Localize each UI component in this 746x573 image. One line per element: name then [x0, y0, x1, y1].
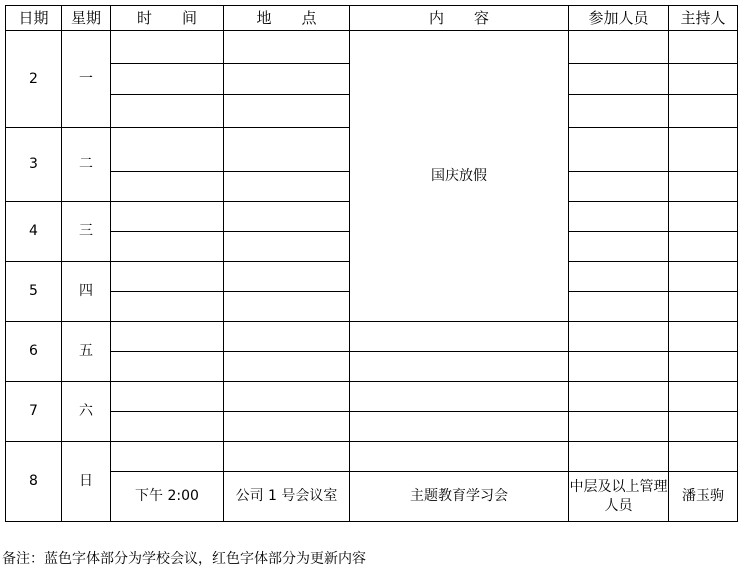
time-cell	[111, 172, 224, 202]
participants-cell	[569, 232, 669, 262]
date-cell: 5	[6, 262, 62, 322]
weekday-cell: 五	[62, 322, 111, 382]
weekday-cell: 四	[62, 262, 111, 322]
header-date: 日期	[6, 6, 62, 31]
host-cell	[669, 31, 738, 64]
host-cell	[669, 412, 738, 442]
time-cell	[111, 262, 224, 292]
time-cell	[111, 292, 224, 322]
content-cell	[350, 352, 569, 382]
header-host: 主持人	[669, 6, 738, 31]
host-cell	[669, 202, 738, 232]
time-cell	[111, 64, 224, 95]
host-cell	[669, 322, 738, 352]
weekday-cell: 一	[62, 31, 111, 128]
time-cell	[111, 412, 224, 442]
content-cell	[350, 412, 569, 442]
table-row	[6, 442, 738, 472]
place-cell	[224, 232, 350, 262]
place-cell	[224, 322, 350, 352]
participants-cell	[569, 202, 669, 232]
participants-cell	[569, 95, 669, 128]
participants-cell	[569, 412, 669, 442]
date-cell: 2	[6, 31, 62, 128]
content-cell	[350, 442, 569, 472]
time-cell	[111, 31, 224, 64]
place-cell	[224, 292, 350, 322]
participants-cell	[569, 31, 669, 64]
header-content: 内 容	[350, 6, 569, 31]
header-time: 时 间	[111, 6, 224, 31]
place-cell	[224, 382, 350, 412]
date-cell: 6	[6, 322, 62, 382]
table-row	[6, 31, 738, 64]
date-cell: 3	[6, 128, 62, 202]
event-content: 主题教育学习会	[350, 472, 569, 522]
host-cell	[669, 292, 738, 322]
header-participants: 参加人员	[569, 6, 669, 31]
host-cell	[669, 232, 738, 262]
participants-cell	[569, 352, 669, 382]
weekday-cell: 二	[62, 128, 111, 202]
place-cell	[224, 64, 350, 95]
host-cell	[669, 262, 738, 292]
time-cell	[111, 232, 224, 262]
place-cell	[224, 172, 350, 202]
content-cell	[350, 382, 569, 412]
remark-note: 备注：蓝色字体部分为学校会议，红色字体部分为更新内容	[2, 551, 366, 567]
table-row	[6, 412, 738, 442]
event-row	[6, 472, 738, 522]
participants-cell	[569, 442, 669, 472]
time-cell	[111, 352, 224, 382]
event-host: 潘玉驹	[669, 472, 738, 522]
date-cell: 8	[6, 442, 62, 522]
host-cell	[669, 352, 738, 382]
weekday-cell: 六	[62, 382, 111, 442]
weekday-cell: 日	[62, 442, 111, 522]
table-row	[6, 382, 738, 412]
header-row	[6, 6, 738, 31]
host-cell	[669, 95, 738, 128]
place-cell	[224, 262, 350, 292]
time-cell	[111, 128, 224, 172]
event-participants: 中层及以上管理人员	[569, 472, 669, 522]
participants-cell	[569, 128, 669, 172]
table-row	[6, 322, 738, 352]
holiday-cell: 国庆放假	[350, 31, 569, 322]
table-row	[6, 352, 738, 382]
participants-cell	[569, 172, 669, 202]
place-cell	[224, 95, 350, 128]
header-weekday: 星期	[62, 6, 111, 31]
host-cell	[669, 128, 738, 172]
place-cell	[224, 442, 350, 472]
time-cell	[111, 382, 224, 412]
place-cell	[224, 31, 350, 64]
host-cell	[669, 64, 738, 95]
content-cell	[350, 322, 569, 352]
event-place: 公司 1 号会议室	[224, 472, 350, 522]
host-cell	[669, 442, 738, 472]
place-cell	[224, 202, 350, 232]
host-cell	[669, 172, 738, 202]
participants-cell	[569, 64, 669, 95]
place-cell	[224, 128, 350, 172]
time-cell	[111, 322, 224, 352]
participants-cell	[569, 262, 669, 292]
participants-cell	[569, 292, 669, 322]
date-cell: 4	[6, 202, 62, 262]
event-time: 下午 2:00	[111, 472, 224, 522]
place-cell	[224, 412, 350, 442]
header-place: 地 点	[224, 6, 350, 31]
time-cell	[111, 442, 224, 472]
weekly-schedule-table	[5, 5, 738, 522]
time-cell	[111, 95, 224, 128]
time-cell	[111, 202, 224, 232]
place-cell	[224, 352, 350, 382]
participants-cell	[569, 382, 669, 412]
host-cell	[669, 382, 738, 412]
date-cell: 7	[6, 382, 62, 442]
participants-cell	[569, 322, 669, 352]
weekday-cell: 三	[62, 202, 111, 262]
